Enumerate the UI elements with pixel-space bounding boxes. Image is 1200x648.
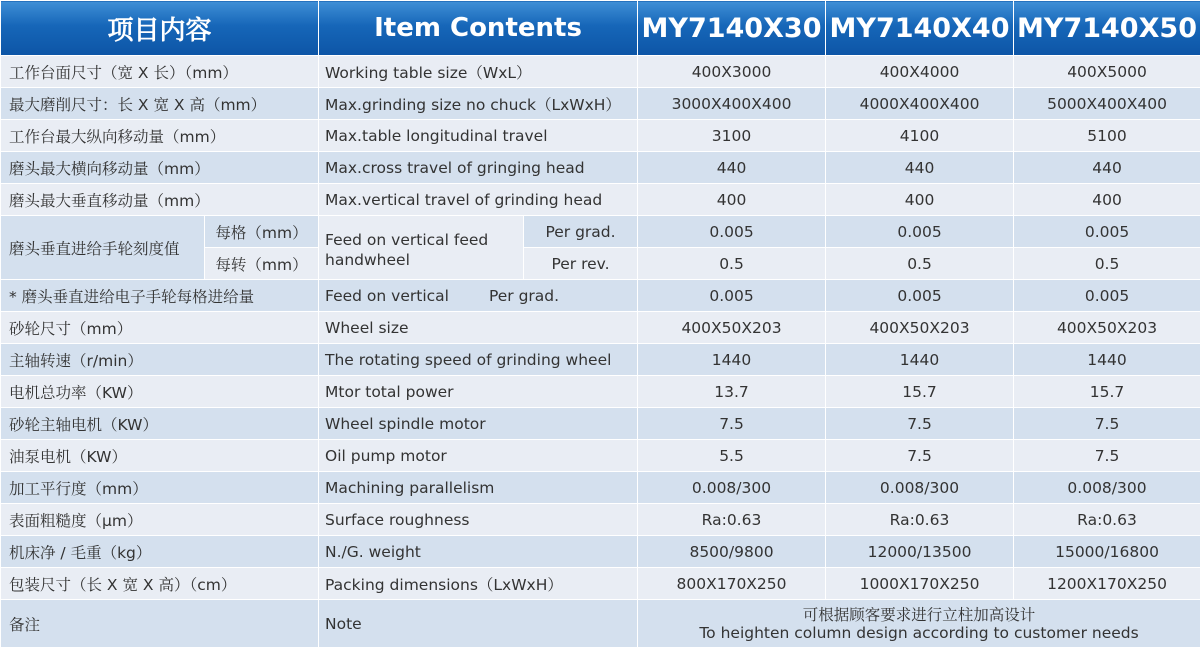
row-label-cn: 包装尺寸（长 X 宽 X 高）（cm） xyxy=(1,568,319,600)
cell-value: 400X4000 xyxy=(826,56,1014,88)
sub-label-en: Per grad. xyxy=(524,216,638,248)
cell-value: 0.008/300 xyxy=(1014,472,1200,504)
cell-value: 400 xyxy=(826,184,1014,216)
cell-value: 1440 xyxy=(1014,344,1200,376)
row-label-en: Packing dimensions（LxWxH） xyxy=(319,568,638,600)
sub-label-en: Per rev. xyxy=(524,248,638,280)
row-label-en: Max.table longitudinal travel xyxy=(319,120,638,152)
cell-value: 400X50X203 xyxy=(826,312,1014,344)
table-row xyxy=(1,120,1200,152)
table-row xyxy=(1,184,1200,216)
row-label-en: Machining parallelism xyxy=(319,472,638,504)
cell-value: 8500/9800 xyxy=(638,536,826,568)
cell-value: 400 xyxy=(1014,184,1200,216)
cell-value: 0.005 xyxy=(826,280,1014,312)
row-label-en: Surface roughness xyxy=(319,504,638,536)
row-label-en: Oil pump motor xyxy=(319,440,638,472)
row-label-en: Max.vertical travel of grinding head xyxy=(319,184,638,216)
row-label-cn: 工作台最大纵向移动量（mm） xyxy=(1,120,319,152)
header-model-3: MY7140X50 xyxy=(1014,1,1200,56)
cell-value: Ra:0.63 xyxy=(826,504,1014,536)
sub-label-cn: 每格（mm） xyxy=(205,216,319,248)
cell-value: 0.008/300 xyxy=(826,472,1014,504)
cell-value: 4100 xyxy=(826,120,1014,152)
header-model-2: MY7140X40 xyxy=(826,1,1014,56)
cell-value: 0.008/300 xyxy=(638,472,826,504)
row-label-cn: 砂轮尺寸（mm） xyxy=(1,312,319,344)
cell-value: 15000/16800 xyxy=(1014,536,1200,568)
cell-value: 400X50X203 xyxy=(638,312,826,344)
cell-value: 400X5000 xyxy=(1014,56,1200,88)
header-item-cn: 项目内容 xyxy=(1,1,319,56)
table-row xyxy=(1,312,1200,344)
row-label-en: Working table size（WxL） xyxy=(319,56,638,88)
cell-value: Ra:0.63 xyxy=(1014,504,1200,536)
row-label-cn: * 磨头垂直进给电子手轮每格进给量 xyxy=(1,280,319,312)
cell-value: 400X3000 xyxy=(638,56,826,88)
cell-value: 400 xyxy=(638,184,826,216)
cell-value: 5100 xyxy=(1014,120,1200,152)
header-item-en: Item Contents xyxy=(319,1,638,56)
row-label-en: N./G. weight xyxy=(319,536,638,568)
cell-value: 0.005 xyxy=(826,216,1014,248)
row-label-en: Wheel size xyxy=(319,312,638,344)
row-label-cn: 表面粗糙度（μm） xyxy=(1,504,319,536)
row-label-en: Max.cross travel of gringing head xyxy=(319,152,638,184)
row-label-cn: 主轴转速（r/min） xyxy=(1,344,319,376)
note-row xyxy=(1,600,1200,648)
cell-value: 7.5 xyxy=(1014,408,1200,440)
row-label-cn: 磨头最大垂直移动量（mm） xyxy=(1,184,319,216)
header-row xyxy=(1,1,1200,56)
header-model-1: MY7140X30 xyxy=(638,1,826,56)
cell-value: 0.5 xyxy=(1014,248,1200,280)
cell-value: 3100 xyxy=(638,120,826,152)
row-label-cn: 最大磨削尺寸：长 X 宽 X 高（mm） xyxy=(1,88,319,120)
cell-value: 0.005 xyxy=(638,216,826,248)
table-row xyxy=(1,88,1200,120)
cell-value: 7.5 xyxy=(826,408,1014,440)
row-label-en: Wheel spindle motor xyxy=(319,408,638,440)
cell-value: 7.5 xyxy=(826,440,1014,472)
cell-value: 12000/13500 xyxy=(826,536,1014,568)
cell-value: 440 xyxy=(638,152,826,184)
row-label-cn: 磨头垂直进给手轮刻度值 xyxy=(1,216,205,280)
note-label-cn: 备注 xyxy=(1,600,319,648)
cell-value: 13.7 xyxy=(638,376,826,408)
cell-value: 7.5 xyxy=(1014,440,1200,472)
row-label-cn: 机床净 / 毛重（kg） xyxy=(1,536,319,568)
cell-value: 7.5 xyxy=(638,408,826,440)
cell-value: 0.005 xyxy=(1014,216,1200,248)
table-row xyxy=(1,536,1200,568)
cell-value: 4000X400X400 xyxy=(826,88,1014,120)
table-row xyxy=(1,56,1200,88)
table-row xyxy=(1,504,1200,536)
cell-value: 15.7 xyxy=(1014,376,1200,408)
row-label-en: The rotating speed of grinding wheel xyxy=(319,344,638,376)
sub-label-en: Per grad. xyxy=(449,287,559,305)
row-label-cn: 油泵电机（KW） xyxy=(1,440,319,472)
row-label-cn: 加工平行度（mm） xyxy=(1,472,319,504)
cell-value: 1200X170X250 xyxy=(1014,568,1200,600)
row-label-en: Max.grinding size no chuck（LxWxH） xyxy=(319,88,638,120)
table-row xyxy=(1,408,1200,440)
table-row xyxy=(1,472,1200,504)
table-row xyxy=(1,440,1200,472)
cell-value: 400X50X203 xyxy=(1014,312,1200,344)
row-label-cn: 电机总功率（KW） xyxy=(1,376,319,408)
note-text-cn: 可根据顾客要求进行立柱加高设计 xyxy=(638,606,1200,624)
note-label-en: Note xyxy=(319,600,638,648)
note-content xyxy=(638,600,1200,648)
sub-label-cn: 每转（mm） xyxy=(205,248,319,280)
table-row xyxy=(1,376,1200,408)
cell-value: 0.5 xyxy=(826,248,1014,280)
cell-value: 800X170X250 xyxy=(638,568,826,600)
table-row xyxy=(1,152,1200,184)
table-row xyxy=(1,568,1200,600)
cell-value: 1440 xyxy=(826,344,1014,376)
cell-value: 0.5 xyxy=(638,248,826,280)
cell-value: 1440 xyxy=(638,344,826,376)
cell-value: 5000X400X400 xyxy=(1014,88,1200,120)
row-label-en-text: Feed on vertical xyxy=(325,287,449,305)
table-row xyxy=(1,344,1200,376)
row-label-cn: 工作台面尺寸（宽 X 长）（mm） xyxy=(1,56,319,88)
cell-value: 0.005 xyxy=(638,280,826,312)
cell-value: 3000X400X400 xyxy=(638,88,826,120)
row-label-en: Mtor total power xyxy=(319,376,638,408)
cell-value: Ra:0.63 xyxy=(638,504,826,536)
row-label-cn: 砂轮主轴电机（KW） xyxy=(1,408,319,440)
cell-value: 440 xyxy=(1014,152,1200,184)
note-text-en: To heighten column design according to customer needs xyxy=(638,624,1200,642)
cell-value: 440 xyxy=(826,152,1014,184)
cell-value: 5.5 xyxy=(638,440,826,472)
cell-value: 1000X170X250 xyxy=(826,568,1014,600)
table-row xyxy=(1,280,1200,312)
row-label-en: Feed on vertical feed handwheel xyxy=(319,216,524,280)
cell-value: 0.005 xyxy=(1014,280,1200,312)
row-label-cn: 磨头最大横向移动量（mm） xyxy=(1,152,319,184)
row-label-en xyxy=(319,280,638,312)
table-row xyxy=(1,216,1200,248)
cell-value: 15.7 xyxy=(826,376,1014,408)
